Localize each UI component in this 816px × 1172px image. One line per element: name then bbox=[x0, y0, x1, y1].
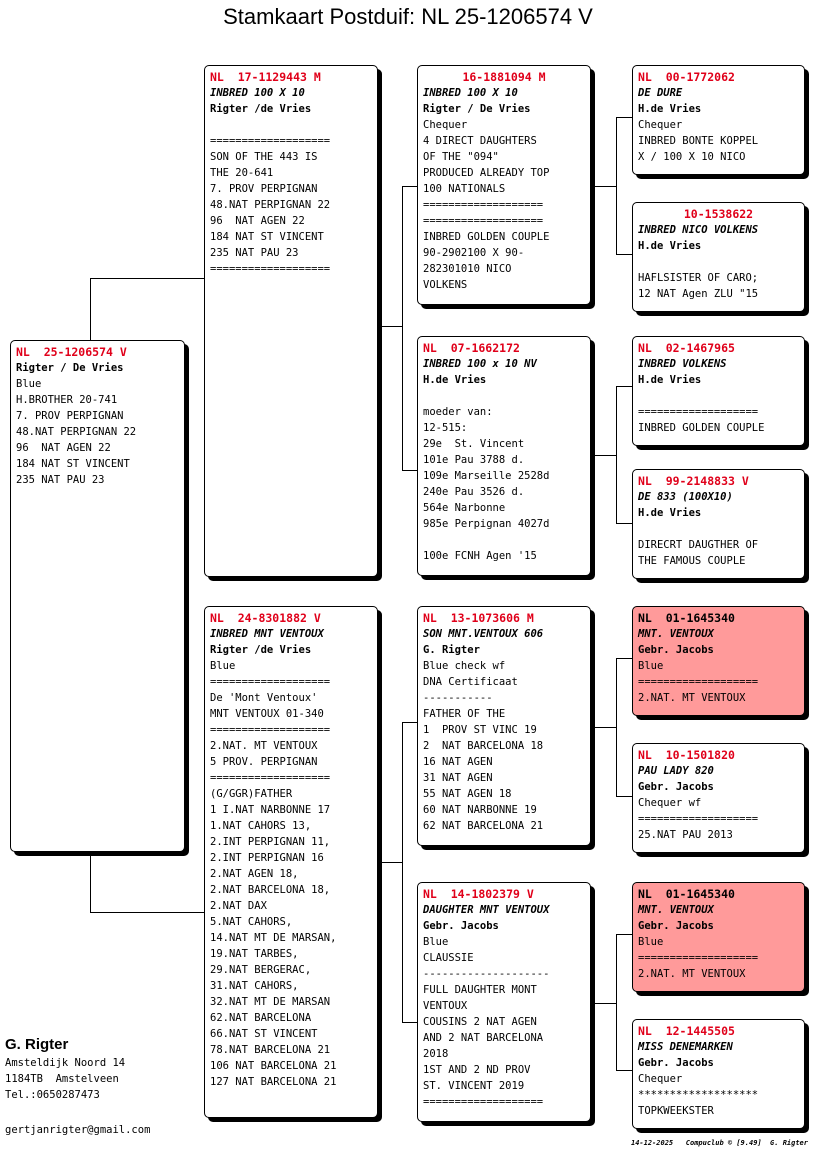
info-line: =================== bbox=[638, 952, 759, 964]
connector-line bbox=[402, 186, 417, 187]
info-line: ST. VINCENT 2019 bbox=[423, 1080, 525, 1092]
info-line: H.BROTHER 20-741 bbox=[16, 394, 118, 406]
info-line: INBRED GOLDEN COUPLE bbox=[638, 422, 765, 434]
info-line: VOLKENS bbox=[423, 279, 468, 291]
owner-email[interactable]: gertjanrigter@gmail.com bbox=[5, 1124, 151, 1136]
pigeon-card-gg-6[interactable] bbox=[632, 743, 805, 853]
breeder-name: G. Rigter bbox=[423, 644, 480, 656]
ring-number: NL 00-1772062 bbox=[638, 70, 735, 84]
info-line: TOPKWEEKSTER bbox=[638, 1105, 714, 1117]
connector-line bbox=[616, 254, 632, 255]
info-line: 5 PROV. PERPIGNAN bbox=[210, 756, 318, 768]
info-line: 96 NAT AGEN 22 bbox=[210, 215, 305, 227]
breeder-name: Gebr. Jacobs bbox=[638, 781, 714, 793]
info-line: 2.NAT. MT VENTOUX bbox=[638, 692, 746, 704]
pigeon-card-gg-7[interactable] bbox=[632, 882, 805, 992]
connector-line bbox=[616, 117, 617, 254]
info-line: Blue check wf bbox=[423, 660, 506, 672]
owner-name: G. Rigter bbox=[5, 1036, 69, 1053]
info-line: =================== bbox=[423, 1096, 544, 1108]
info-line: 55 NAT AGEN 18 bbox=[423, 788, 512, 800]
breeder-name: Gebr. Jacobs bbox=[423, 920, 499, 932]
pigeon-card-gg-2[interactable] bbox=[632, 202, 805, 312]
connector-line bbox=[90, 852, 91, 912]
info-line: 90-2902100 X 90- bbox=[423, 247, 525, 259]
pigeon-card-dam-sire[interactable] bbox=[417, 606, 591, 846]
info-line: 100 NATIONALS bbox=[423, 183, 506, 195]
breeder-name: H.de Vries bbox=[423, 374, 487, 386]
info-line bbox=[210, 117, 372, 133]
info-line: 235 NAT PAU 23 bbox=[16, 474, 105, 486]
pigeon-card-sire-sire[interactable] bbox=[417, 65, 591, 305]
page-title: Stamkaart Postduif: NL 25-1206574 V bbox=[223, 4, 593, 29]
info-line: 48.NAT PERPIGNAN 22 bbox=[210, 199, 331, 211]
pigeon-name: INBRED 100 x 10 NV bbox=[423, 358, 537, 370]
connector-line bbox=[591, 1003, 616, 1004]
info-line: X / 100 X 10 NICO bbox=[638, 151, 746, 163]
info-line: 16 NAT AGEN bbox=[423, 756, 493, 768]
connector-line bbox=[616, 934, 617, 1070]
info-line: 1 I.NAT NARBONNE 17 bbox=[210, 804, 331, 816]
info-line: ----------- bbox=[423, 692, 493, 704]
connector-line bbox=[90, 912, 204, 913]
pigeon-name: INBRED 100 X 10 bbox=[423, 87, 518, 99]
footer-credits: 14-12-2025 Compuclub © [9.49] G. Rigter bbox=[630, 1139, 808, 1147]
breeder-name: Rigter /de Vries bbox=[210, 103, 312, 115]
info-line: FATHER OF THE bbox=[423, 708, 506, 720]
info-line: 2.NAT AGEN 18, bbox=[210, 868, 299, 880]
info-line: INBRED GOLDEN COUPLE bbox=[423, 231, 550, 243]
info-line: DNA Certificaat bbox=[423, 676, 518, 688]
info-line: =================== bbox=[638, 676, 759, 688]
info-line: 564e Narbonne bbox=[423, 502, 506, 514]
info-line: THE 20-641 bbox=[210, 167, 274, 179]
connector-line bbox=[591, 727, 616, 728]
connector-line bbox=[402, 722, 417, 723]
info-line bbox=[638, 254, 799, 270]
pigeon-name: DAUGHTER MNT VENTOUX bbox=[423, 904, 550, 916]
pigeon-name: INBRED MNT VENTOUX bbox=[210, 628, 324, 640]
info-line: 4 DIRECT DAUGHTERS bbox=[423, 135, 537, 147]
info-line: =================== bbox=[210, 724, 331, 736]
info-line: 25.NAT PAU 2013 bbox=[638, 829, 733, 841]
connector-line bbox=[616, 658, 632, 659]
info-line: MNT VENTOUX 01-340 bbox=[210, 708, 324, 720]
info-line: =================== bbox=[423, 199, 544, 211]
info-line: OF THE "094" bbox=[423, 151, 499, 163]
pigeon-card-subject[interactable] bbox=[10, 340, 185, 852]
pigeon-card-gg-3[interactable] bbox=[632, 336, 805, 446]
pigeon-card-dam-dam[interactable] bbox=[417, 882, 591, 1122]
info-line: 2.NAT DAX bbox=[210, 900, 267, 912]
info-line: 60 NAT NARBONNE 19 bbox=[423, 804, 537, 816]
info-line: 109e Marseille 2528d bbox=[423, 470, 550, 482]
info-line: Chequer bbox=[638, 1073, 683, 1085]
info-line: 2.INT PERPIGNAN 11, bbox=[210, 836, 331, 848]
owner-info bbox=[5, 1035, 125, 1103]
info-line bbox=[638, 388, 799, 404]
info-line: 985e Perpignan 4027d bbox=[423, 518, 550, 530]
info-line: Blue bbox=[423, 936, 449, 948]
connector-line bbox=[616, 386, 617, 523]
info-line: 12-515: bbox=[423, 422, 468, 434]
info-line: (G/GGR)FATHER bbox=[210, 788, 293, 800]
info-line: 2.NAT BARCELONA 18, bbox=[210, 884, 331, 896]
info-line: 235 NAT PAU 23 bbox=[210, 247, 299, 259]
info-line: 19.NAT TARBES, bbox=[210, 948, 299, 960]
info-line: Blue bbox=[638, 660, 664, 672]
pigeon-name: INBRED 100 X 10 bbox=[210, 87, 305, 99]
pigeon-card-gg-5[interactable] bbox=[632, 606, 805, 716]
info-line: moeder van: bbox=[423, 406, 493, 418]
info-line: Chequer wf bbox=[638, 797, 702, 809]
info-line bbox=[423, 388, 585, 404]
info-line bbox=[638, 521, 799, 537]
info-line: =================== bbox=[210, 676, 331, 688]
info-line: 184 NAT ST VINCENT bbox=[210, 231, 324, 243]
info-line: PRODUCED ALREADY TOP bbox=[423, 167, 550, 179]
connector-line bbox=[616, 1070, 632, 1071]
breeder-name: Gebr. Jacobs bbox=[638, 644, 714, 656]
info-line: 127 NAT BARCELONA 21 bbox=[210, 1076, 337, 1088]
connector-line bbox=[616, 523, 632, 524]
info-line: 282301010 NICO bbox=[423, 263, 512, 275]
ring-number: NL 07-1662172 bbox=[423, 341, 520, 355]
breeder-name: H.de Vries bbox=[638, 103, 702, 115]
info-line: CLAUSSIE bbox=[423, 952, 474, 964]
info-line: Chequer bbox=[423, 119, 468, 131]
pigeon-card-gg-1[interactable] bbox=[632, 65, 805, 175]
info-line: 106 NAT BARCELONA 21 bbox=[210, 1060, 337, 1072]
info-line: 31 NAT AGEN bbox=[423, 772, 493, 784]
info-line: =================== bbox=[423, 215, 544, 227]
info-line: DIRECRT DAUGTHER OF bbox=[638, 539, 759, 551]
connector-line bbox=[90, 278, 204, 279]
info-line: 101e Pau 3788 d. bbox=[423, 454, 525, 466]
info-line: 78.NAT BARCELONA 21 bbox=[210, 1044, 331, 1056]
connector-line bbox=[402, 722, 403, 1022]
connector-line bbox=[616, 658, 617, 796]
pigeon-name: MNT. VENTOUX bbox=[638, 628, 714, 640]
pigeon-card-dam[interactable] bbox=[204, 606, 378, 1118]
info-line: 32.NAT MT DE MARSAN bbox=[210, 996, 331, 1008]
connector-line bbox=[591, 455, 616, 456]
info-line: 2 NAT BARCELONA 18 bbox=[423, 740, 544, 752]
pigeon-name: INBRED VOLKENS bbox=[638, 358, 727, 370]
owner-phone: Tel.:0650287473 bbox=[5, 1089, 100, 1101]
breeder-name: H.de Vries bbox=[638, 240, 702, 252]
connector-line bbox=[402, 1022, 417, 1023]
info-line: 62 NAT BARCELONA 21 bbox=[423, 820, 544, 832]
ring-number: NL 13-1073606 M bbox=[423, 611, 534, 625]
info-line: 66.NAT ST VINCENT bbox=[210, 1028, 318, 1040]
ring-number: NL 01-1645340 bbox=[638, 887, 735, 901]
ring-number: NL 02-1467965 bbox=[638, 341, 735, 355]
connector-line bbox=[616, 796, 632, 797]
info-line: 62.NAT BARCELONA bbox=[210, 1012, 312, 1024]
info-line: COUSINS 2 NAT AGEN bbox=[423, 1016, 537, 1028]
info-line: FULL DAUGHTER MONT bbox=[423, 984, 537, 996]
pigeon-card-gg-8[interactable] bbox=[632, 1019, 805, 1129]
info-line: 29.NAT BERGERAC, bbox=[210, 964, 312, 976]
info-line: -------------------- bbox=[423, 968, 550, 980]
connector-line bbox=[402, 470, 417, 471]
info-line: HAFLSISTER OF CARO; bbox=[638, 272, 759, 284]
ring-number: NL 24-8301882 V bbox=[210, 611, 321, 625]
info-line: 48.NAT PERPIGNAN 22 bbox=[16, 426, 137, 438]
info-line: VENTOUX bbox=[423, 1000, 468, 1012]
info-line: 100e FCNH Agen '15 bbox=[423, 550, 537, 562]
breeder-name: Gebr. Jacobs bbox=[638, 1057, 714, 1069]
connector-line bbox=[591, 186, 616, 187]
info-line: 96 NAT AGEN 22 bbox=[16, 442, 111, 454]
breeder-name: H.de Vries bbox=[638, 507, 702, 519]
info-line: Chequer bbox=[638, 119, 683, 131]
pigeon-card-sire-dam[interactable] bbox=[417, 336, 591, 576]
pigeon-name: PAU LADY 820 bbox=[638, 765, 714, 777]
connector-line bbox=[616, 934, 632, 935]
pigeon-name: SON MNT.VENTOUX 606 bbox=[423, 628, 544, 640]
ring-number: NL 17-1129443 M bbox=[210, 70, 321, 84]
breeder-name: Rigter / De Vries bbox=[423, 103, 531, 115]
info-line: INBRED BONTE KOPPEL bbox=[638, 135, 759, 147]
pigeon-card-sire[interactable] bbox=[204, 65, 378, 577]
info-line: =================== bbox=[638, 406, 759, 418]
info-line: =================== bbox=[210, 263, 331, 275]
breeder-name: Gebr. Jacobs bbox=[638, 920, 714, 932]
info-line: Blue bbox=[638, 936, 664, 948]
info-line: 7. PROV PERPIGNAN bbox=[16, 410, 124, 422]
ring-number: NL 12-1445505 bbox=[638, 1024, 735, 1038]
ring-number: NL 10-1501820 bbox=[638, 748, 735, 762]
owner-address-line: 1184TB Amstelveen bbox=[5, 1073, 119, 1085]
info-line: 31.NAT CAHORS, bbox=[210, 980, 299, 992]
ring-number: NL 25-1206574 V bbox=[16, 345, 127, 359]
info-line: 1 PROV ST VINC 19 bbox=[423, 724, 537, 736]
pigeon-name: INBRED NICO VOLKENS bbox=[638, 224, 759, 236]
connector-line bbox=[378, 326, 402, 327]
info-line: 2.NAT. MT VENTOUX bbox=[210, 740, 318, 752]
pigeon-card-gg-4[interactable] bbox=[632, 469, 805, 579]
info-line: 12 NAT Agen ZLU "15 bbox=[638, 288, 759, 300]
info-line: 240e Pau 3526 d. bbox=[423, 486, 525, 498]
info-line: 2.NAT. MT VENTOUX bbox=[638, 968, 746, 980]
info-line: 2.INT PERPIGNAN 16 bbox=[210, 852, 324, 864]
info-line: 29e St. Vincent bbox=[423, 438, 525, 450]
info-line: Blue bbox=[16, 378, 42, 390]
breeder-name: H.de Vries bbox=[638, 374, 702, 386]
pigeon-name: MNT. VENTOUX bbox=[638, 904, 714, 916]
ring-number: 10-1538622 bbox=[683, 207, 754, 221]
info-line: AND 2 NAT BARCELONA bbox=[423, 1032, 544, 1044]
ring-number: NL 01-1645340 bbox=[638, 611, 735, 625]
info-line: Blue bbox=[210, 660, 236, 672]
breeder-name: Rigter /de Vries bbox=[210, 644, 312, 656]
info-line: THE FAMOUS COUPLE bbox=[638, 555, 746, 567]
info-line: 1.NAT CAHORS 13, bbox=[210, 820, 312, 832]
info-line: =================== bbox=[210, 135, 331, 147]
breeder-name: Rigter / De Vries bbox=[16, 362, 124, 374]
connector-line bbox=[402, 186, 403, 470]
owner-address-line: Amsteldijk Noord 14 bbox=[5, 1057, 126, 1069]
info-line: 2018 bbox=[423, 1048, 449, 1060]
info-line: ******************* bbox=[638, 1089, 759, 1101]
ring-number: NL 14-1802379 V bbox=[423, 887, 534, 901]
info-line: 7. PROV PERPIGNAN bbox=[210, 183, 318, 195]
info-line: 5.NAT CAHORS, bbox=[210, 916, 293, 928]
info-line: 184 NAT ST VINCENT bbox=[16, 458, 130, 470]
pigeon-name: DE 833 (100X10) bbox=[638, 491, 733, 503]
pigeon-name: MISS DENEMARKEN bbox=[638, 1041, 733, 1053]
connector-line bbox=[616, 117, 632, 118]
info-line: 1ST AND 2 ND PROV bbox=[423, 1064, 531, 1076]
info-line: 14.NAT MT DE MARSAN, bbox=[210, 932, 337, 944]
info-line: =================== bbox=[638, 813, 759, 825]
pigeon-name: DE DURE bbox=[638, 87, 683, 99]
info-line bbox=[423, 532, 585, 548]
info-line: SON OF THE 443 IS bbox=[210, 151, 318, 163]
connector-line bbox=[616, 386, 632, 387]
info-line: De 'Mont Ventoux' bbox=[210, 692, 318, 704]
ring-number: NL 99-2148833 V bbox=[638, 474, 749, 488]
connector-line bbox=[378, 862, 402, 863]
ring-number: 16-1881094 M bbox=[462, 70, 546, 84]
connector-line bbox=[90, 278, 91, 340]
info-line: =================== bbox=[210, 772, 331, 784]
